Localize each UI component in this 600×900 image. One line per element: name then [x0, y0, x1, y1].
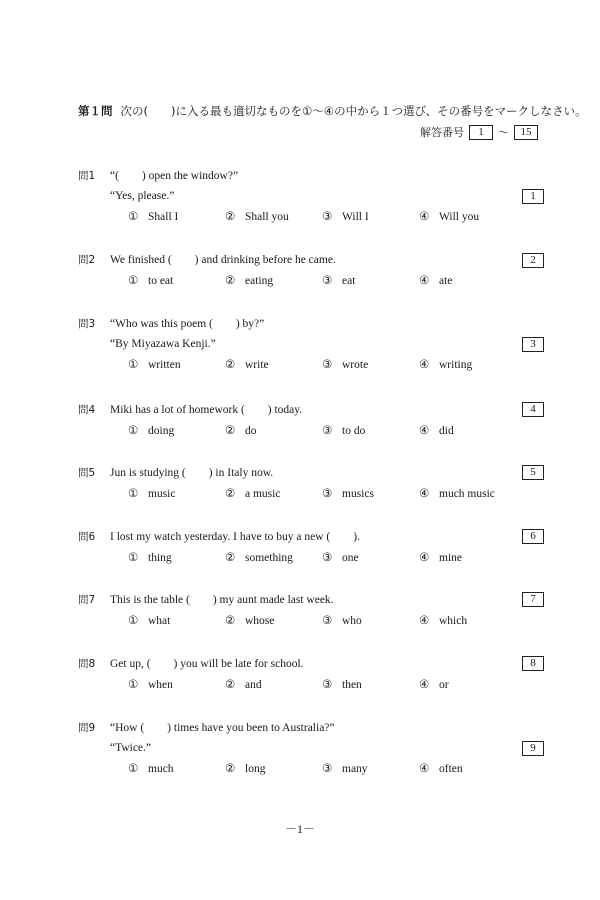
- question-8: [78, 654, 548, 696]
- choice-1[interactable]: ① doing: [128, 425, 175, 437]
- question-2: [78, 250, 548, 292]
- choice-3[interactable]: ③ to do: [322, 425, 366, 437]
- question-label: 問4: [78, 404, 96, 416]
- choice-2[interactable]: ② and: [225, 679, 262, 691]
- question-3: [78, 314, 548, 376]
- choice-1[interactable]: ① music: [128, 488, 176, 500]
- question-label: 問8: [78, 658, 96, 670]
- question-label: 問6: [78, 531, 96, 543]
- choice-2[interactable]: ② whose: [225, 615, 275, 627]
- choices: [78, 483, 548, 505]
- question-text: Get up, ( ) you will be late for school.: [110, 658, 304, 670]
- choice-4[interactable]: ④ did: [419, 425, 454, 437]
- answer-from-box: 1: [469, 125, 493, 140]
- question-9: [78, 718, 548, 780]
- choice-4[interactable]: ④ often: [419, 763, 463, 775]
- choice-1[interactable]: ① when: [128, 679, 173, 691]
- choice-2[interactable]: ② eating: [225, 275, 274, 287]
- answer-box[interactable]: 5: [522, 465, 544, 480]
- choice-2[interactable]: ② something: [225, 552, 293, 564]
- choice-2[interactable]: ② long: [225, 763, 266, 775]
- answer-box[interactable]: 2: [522, 253, 544, 268]
- answer-number-range: [420, 124, 538, 140]
- choice-4[interactable]: ④ much music: [419, 488, 495, 500]
- question-label: 問3: [78, 318, 96, 330]
- choices: [78, 206, 548, 228]
- choice-3[interactable]: ③ eat: [322, 275, 356, 287]
- question-text: “How ( ) times have you been to Australia?”: [110, 722, 335, 734]
- choices: [78, 420, 548, 442]
- choices: [78, 354, 548, 376]
- answer-to-box: 15: [514, 125, 538, 140]
- question-text: Miki has a lot of homework ( ) today.: [110, 404, 303, 416]
- choice-4[interactable]: ④ which: [419, 615, 468, 627]
- question-text: This is the table ( ) my aunt made last week.: [110, 594, 334, 606]
- choice-2[interactable]: ② do: [225, 425, 257, 437]
- question-4: [78, 400, 548, 442]
- answer-box[interactable]: 6: [522, 529, 544, 544]
- question-text: “Who was this poem ( ) by?”: [110, 318, 265, 330]
- question-label: 問1: [78, 170, 96, 182]
- choice-3[interactable]: ③ many: [322, 763, 368, 775]
- choice-3[interactable]: ③ musics: [322, 488, 374, 500]
- question-label: 問5: [78, 467, 96, 479]
- choice-4[interactable]: ④ or: [419, 679, 449, 691]
- answer-box[interactable]: 8: [522, 656, 544, 671]
- choice-2[interactable]: ② write: [225, 359, 269, 371]
- question-text: “Yes, please.”: [110, 190, 175, 202]
- question-header: [78, 103, 587, 119]
- answer-box[interactable]: 9: [522, 741, 544, 756]
- choice-4[interactable]: ④ ate: [419, 275, 453, 287]
- choice-4[interactable]: ④ Will you: [419, 211, 480, 223]
- question-label: 問9: [78, 722, 96, 734]
- question-text: We finished ( ) and drinking before he came.: [110, 254, 336, 266]
- choice-4[interactable]: ④ mine: [419, 552, 462, 564]
- answer-box[interactable]: 3: [522, 337, 544, 352]
- answer-box[interactable]: 4: [522, 402, 544, 417]
- choices: [78, 674, 548, 696]
- answer-box[interactable]: 7: [522, 592, 544, 607]
- question-text: I lost my watch yesterday. I have to buy a new ( ).: [110, 531, 360, 543]
- tilde: ～: [498, 126, 509, 139]
- choice-1[interactable]: ① written: [128, 359, 181, 371]
- section-number: 第１問: [78, 104, 113, 118]
- choice-3[interactable]: ③ then: [322, 679, 362, 691]
- question-label: 問2: [78, 254, 96, 266]
- question-6: [78, 527, 548, 569]
- choice-3[interactable]: ③ Will I: [322, 211, 369, 223]
- question-label: 問7: [78, 594, 96, 606]
- choice-1[interactable]: ① thing: [128, 552, 172, 564]
- question-1: [78, 166, 548, 228]
- question-text: “( ) open the window?”: [110, 170, 239, 182]
- choice-1[interactable]: ① Shall I: [128, 211, 179, 223]
- choice-1[interactable]: ① to eat: [128, 275, 174, 287]
- question-5: [78, 463, 548, 505]
- answer-box[interactable]: 1: [522, 189, 544, 204]
- question-text: “Twice.”: [110, 742, 152, 754]
- choice-4[interactable]: ④ writing: [419, 359, 473, 371]
- question-text: Jun is studying ( ) in Italy now.: [110, 467, 274, 479]
- choice-2[interactable]: ② a music: [225, 488, 281, 500]
- choice-2[interactable]: ② Shall you: [225, 211, 289, 223]
- answer-label: 解答番号: [420, 126, 464, 139]
- choices: [78, 758, 548, 780]
- choices: [78, 270, 548, 292]
- choice-1[interactable]: ① much: [128, 763, 174, 775]
- choice-3[interactable]: ③ wrote: [322, 359, 369, 371]
- choice-3[interactable]: ③ who: [322, 615, 362, 627]
- choice-3[interactable]: ③ one: [322, 552, 359, 564]
- question-7: [78, 590, 548, 632]
- section-instruction: 次の( )に入る最も適切なものを①～④の中から１つ選び、その番号をマークしなさい。: [120, 104, 587, 118]
- choices: [78, 547, 548, 569]
- question-text: “By Miyazawa Kenji.”: [110, 338, 216, 350]
- choice-1[interactable]: ① what: [128, 615, 171, 627]
- choices: [78, 610, 548, 632]
- page-number: －1－: [284, 822, 315, 836]
